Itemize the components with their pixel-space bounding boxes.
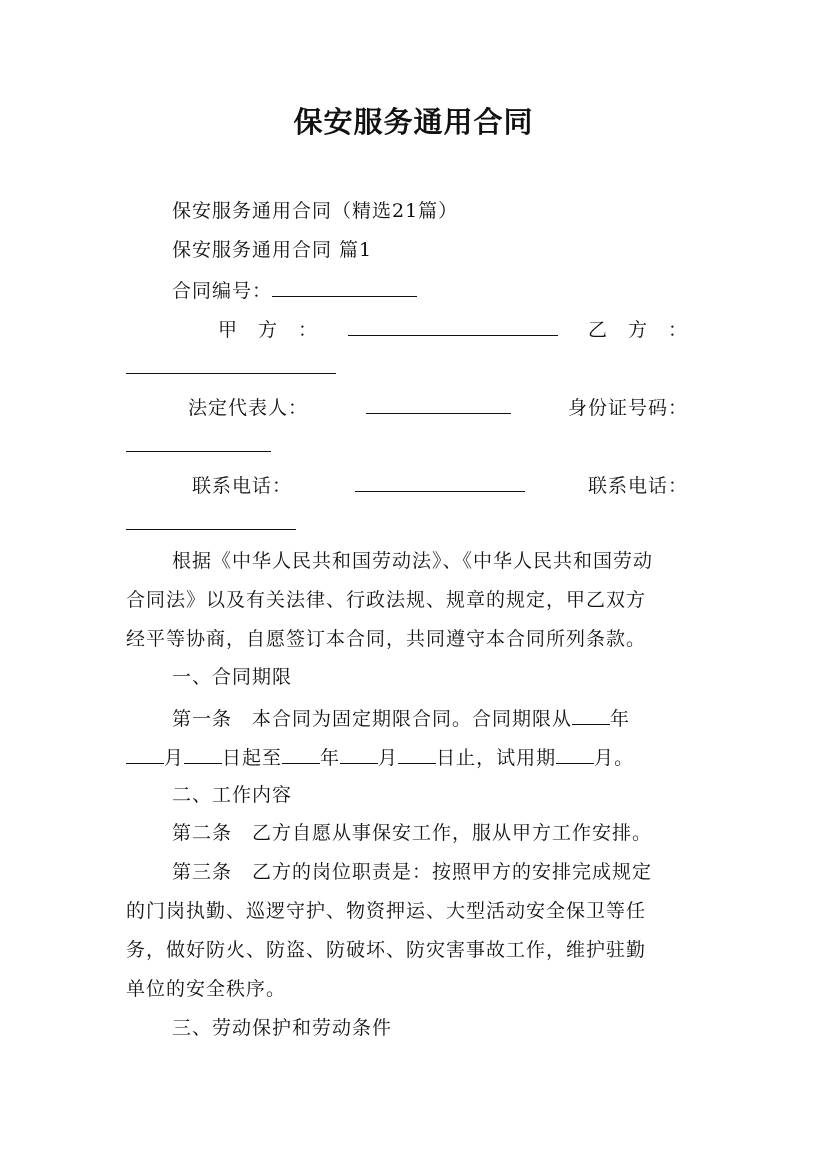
id-number-blank-row (126, 429, 716, 461)
end-day-blank (398, 741, 436, 764)
heading-labor-protection: 三、劳动保护和劳动条件 (172, 1017, 393, 1039)
party-b-blank (126, 351, 336, 374)
article3-line2: 的门岗执勤、巡逻守护、物资押运、大型活动安全保卫等任 (126, 900, 647, 922)
rep-row (188, 391, 688, 423)
start-year-blank (572, 702, 610, 725)
para1-line3: 经平等协商，自愿签订本合同，共同遵守本合同所列条款。 (126, 628, 647, 650)
start-day-blank (184, 741, 222, 764)
phone-a-blank (355, 469, 525, 492)
phone-b-label: 联系电话： (587, 475, 688, 497)
heading-work-content: 二、工作内容 (172, 784, 293, 806)
phone-b-blank-row (126, 507, 716, 539)
contract-number-blank (272, 274, 417, 297)
heading-contract-term: 一、合同期限 (172, 666, 293, 688)
article1-line2 (126, 741, 716, 773)
end-month-blank (340, 741, 378, 764)
month-label: 月 (164, 747, 185, 769)
contract-number-label: 合同编号： (172, 280, 273, 302)
article1-line1 (172, 702, 762, 734)
phone-b-blank (126, 507, 296, 530)
party-row (218, 313, 688, 345)
id-number-blank (126, 429, 271, 452)
para1-line2: 合同法》以及有关法律、行政法规、规章的规定，甲乙双方 (126, 589, 647, 611)
party-b-label: 乙 方 ： (587, 319, 688, 341)
month2-label: 月 (378, 747, 399, 769)
article2: 第二条 乙方自愿从事保安工作，服从甲方工作安排。 (172, 822, 653, 844)
probation-month-label: 月。 (594, 747, 635, 769)
contract-number-row (172, 274, 762, 306)
probation-blank (556, 741, 594, 764)
party-a-label: 甲 方 ： (218, 319, 319, 341)
day-from-label: 日起至 (222, 747, 283, 769)
article1-text: 第一条 本合同为固定期限合同。合同期限从 (172, 708, 573, 730)
day-to-label: 日止，试用期 (436, 747, 557, 769)
id-number-label: 身份证号码： (567, 397, 688, 419)
party-b-blank-row (126, 351, 716, 383)
phone-row (192, 469, 688, 501)
party-a-blank (348, 313, 558, 336)
article3-line1: 第三条 乙方的岗位职责是：按照甲方的安排完成规定 (172, 861, 653, 883)
start-month-blank (126, 741, 164, 764)
document-title: 保安服务通用合同 (293, 105, 534, 139)
document-subtitle: 保安服务通用合同（精选21篇） (172, 200, 459, 222)
article3-line3: 务，做好防火、防盗、防破坏、防灾害事故工作，维护驻勤 (126, 939, 647, 961)
year2-label: 年 (320, 747, 341, 769)
section-heading: 保安服务通用合同 篇1 (172, 239, 373, 261)
year-label: 年 (610, 708, 631, 730)
legal-rep-blank (366, 391, 511, 414)
article3-line4: 单位的安全秩序。 (126, 978, 287, 1000)
phone-a-label: 联系电话： (192, 475, 293, 497)
end-year-blank (282, 741, 320, 764)
legal-rep-label: 法定代表人： (188, 397, 309, 419)
para1-line1: 根据《中华人民共和国劳动法》、《中华人民共和国劳动 (172, 550, 654, 572)
